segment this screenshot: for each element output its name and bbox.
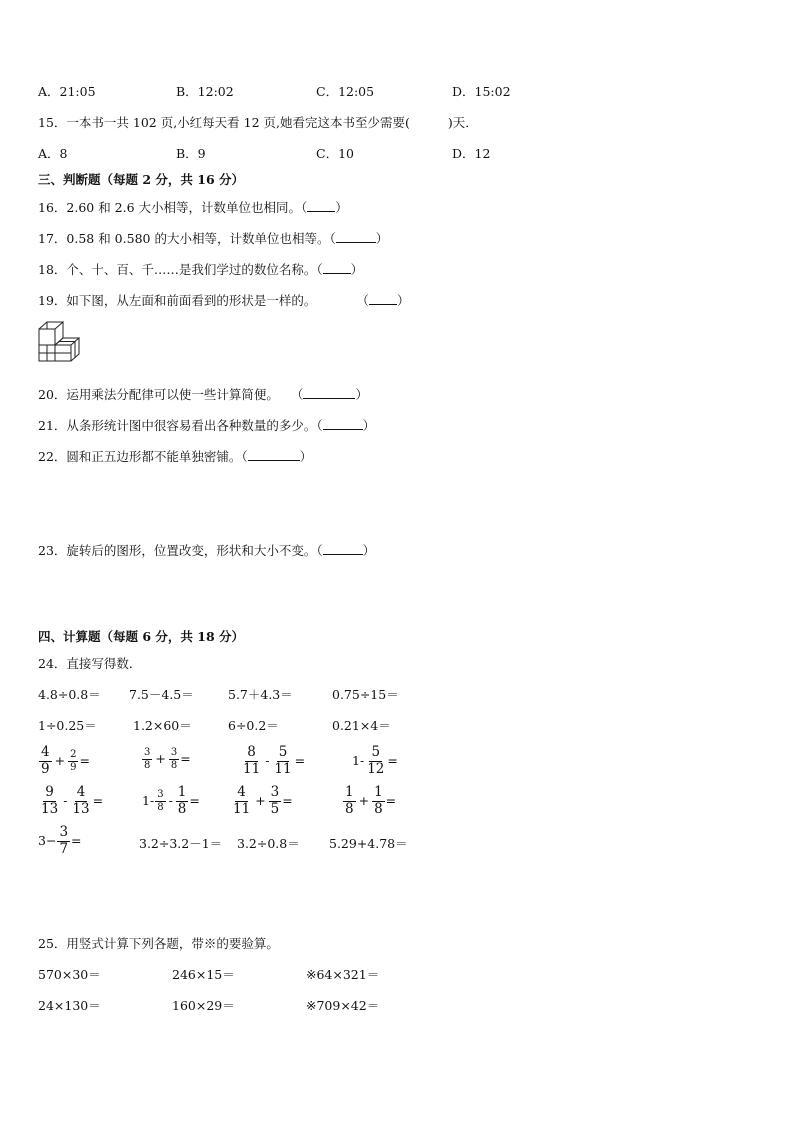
q24-r2c4: 0.21×4＝: [332, 718, 391, 733]
judgement-16: [38, 200, 348, 215]
answer-blank[interactable]: [248, 449, 300, 461]
fraction: $\frac{3}{7}$: [59, 824, 69, 857]
fraction: $\frac{5}{12}$: [367, 744, 385, 777]
judgement-20: [38, 387, 368, 402]
q24-frac-b: $\frac{3}{8}$ + $\frac{3}{8}$ =: [144, 747, 191, 771]
fraction: $\frac{2}{9}$: [70, 749, 77, 773]
judgement-19: [38, 293, 409, 308]
answer-blank[interactable]: [369, 293, 397, 305]
q24-r2c1: 1÷0.25＝: [38, 718, 97, 733]
fraction: $\frac{8}{11}$: [243, 744, 261, 777]
q24-r1c3: 5.7＋4.3＝: [228, 687, 293, 702]
judgement-16-text: 16．2.60 和 2.6 大小相等，计数单位也相同。（: [38, 200, 308, 215]
judgement-22: [38, 449, 312, 464]
q14-option-b: B．12:02: [176, 84, 234, 99]
judgement-21: [38, 418, 375, 433]
bracket-close: ）: [335, 200, 348, 215]
judgement-21-text: 21．从条形统计图中很容易看出各种数量的多少。（: [38, 418, 323, 433]
fraction: $\frac{4}{13}$: [72, 784, 90, 817]
bracket-close: ）: [396, 293, 410, 308]
fraction: $\frac{3}{8}$: [144, 747, 151, 771]
q24-frac-a: $\frac{4}{9}$ + $\frac{2}{9}$ =: [41, 744, 90, 777]
answer-blank[interactable]: [323, 543, 363, 555]
bracket-close: ）: [362, 543, 376, 558]
bracket-close: ）: [350, 262, 364, 277]
fraction: $\frac{4}{9}$: [41, 744, 50, 777]
section4-title: 四、计算题（每题 6 分，共 18 分）: [38, 629, 245, 644]
q25-r2c2: 160×29＝: [172, 998, 235, 1013]
fraction: $\frac{5}{11}$: [274, 744, 292, 777]
fraction: $\frac{9}{13}$: [41, 784, 59, 817]
q24-r1c2: 7.5－4.5＝: [129, 687, 194, 702]
q15-option-a: A．8: [38, 146, 68, 161]
fraction: $\frac{3}{8}$: [157, 789, 164, 813]
answer-blank[interactable]: [336, 231, 376, 243]
q24-frac-g: $\frac{4}{11}$ + $\frac{3}{5}$ =: [233, 784, 293, 817]
q24-r5c4: 5.29+4.78＝: [329, 836, 408, 851]
q24-r2c2: 1.2×60＝: [133, 718, 192, 733]
q25-r2c3: ※709×42＝: [306, 998, 380, 1013]
q15-option-d: D．12: [452, 146, 491, 161]
q24-r5c3: 3.2÷0.8＝: [237, 836, 300, 851]
q15-option-c: C．10: [316, 146, 354, 161]
bracket-close: ）: [362, 418, 376, 433]
q24-frac-h: $\frac{1}{8}$ + $\frac{1}{8}$ =: [345, 784, 397, 817]
q24-r1c1: 4.8÷0.8＝: [38, 687, 101, 702]
q15-stem: [38, 117, 478, 130]
q24-frac-e: $\frac{9}{13}$ - $\frac{4}{13}$ =: [41, 784, 104, 817]
q15-stem-after: )天．: [447, 115, 478, 130]
q25-r1c2: 246×15＝: [172, 967, 235, 982]
q24-frac-i: 3− $\frac{3}{7}$ =: [38, 824, 82, 857]
bracket-close: ）: [299, 449, 313, 464]
fraction: $\frac{3}{8}$: [170, 747, 178, 771]
q24-frac-f: 1- $\frac{3}{8}$ - $\frac{1}{8}$ =: [142, 784, 200, 817]
bracket-close: ）: [375, 231, 389, 246]
judgement-17: [38, 231, 388, 246]
q15-stem-before: 15．一本书一共 102 页,小红每天看 12 页,她看完这本书至少需要(: [38, 115, 410, 130]
judgement-18: [38, 262, 363, 277]
judgement-20-text: 20．运用乘法分配律可以使一些计算简便。: [38, 387, 279, 402]
q24-r1c4: 0.75÷15＝: [332, 687, 399, 702]
fraction: $\frac{1}{8}$: [177, 784, 187, 817]
judgement-19-text: 19．如下图，从左面和前面看到的形状是一样的。: [38, 293, 317, 308]
fraction: $\frac{1}{8}$: [345, 784, 354, 817]
fraction: $\frac{1}{8}$: [374, 784, 383, 817]
q25-r1c3: ※64×321＝: [306, 967, 380, 982]
q14-option-c: C．12:05: [316, 84, 375, 99]
q14-option-d: D．15:02: [452, 84, 511, 99]
q24-title: 24．直接写得数．: [38, 656, 142, 671]
answer-blank[interactable]: [323, 418, 363, 430]
bracket-open: （: [290, 387, 304, 402]
cube-stack-figure: [36, 320, 90, 372]
q14-option-a: A．21:05: [38, 84, 96, 99]
q15-option-b: B．9: [176, 146, 206, 161]
answer-blank[interactable]: [307, 200, 335, 212]
fraction: $\frac{3}{5}$: [270, 784, 280, 817]
judgement-18-text: 18．个、十、百、千……是我们学过的数位名称。（: [38, 262, 323, 277]
judgement-17-text: 17．0.58 和 0.580 的大小相等，计数单位也相等。（: [38, 231, 336, 246]
answer-blank[interactable]: [323, 262, 351, 274]
judgement-23: [38, 543, 375, 558]
bracket-open: （: [356, 293, 369, 308]
fraction: $\frac{4}{11}$: [233, 784, 251, 817]
section3-title: 三、判断题（每题 2 分，共 16 分）: [38, 172, 245, 187]
judgement-23-text: 23．旋转后的图形，位置改变，形状和大小不变。（: [38, 543, 323, 558]
q24-frac-c: $\frac{8}{11}$ - $\frac{5}{11}$ =: [243, 744, 306, 777]
q24-r2c3: 6÷0.2＝: [228, 718, 279, 733]
bracket-close: ）: [355, 387, 368, 402]
q25-r2c1: 24×130＝: [38, 998, 101, 1013]
judgement-22-text: 22．圆和正五边形都不能单独密铺。（: [38, 449, 248, 464]
q24-frac-d: 1- $\frac{5}{12}$ =: [352, 744, 398, 777]
q25-title: 25．用竖式计算下列各题，带※的要验算。: [38, 936, 279, 951]
q25-r1c1: 570×30＝: [38, 967, 101, 982]
answer-blank[interactable]: [303, 387, 355, 399]
q24-r5c2: 3.2÷3.2－1＝: [139, 836, 223, 851]
